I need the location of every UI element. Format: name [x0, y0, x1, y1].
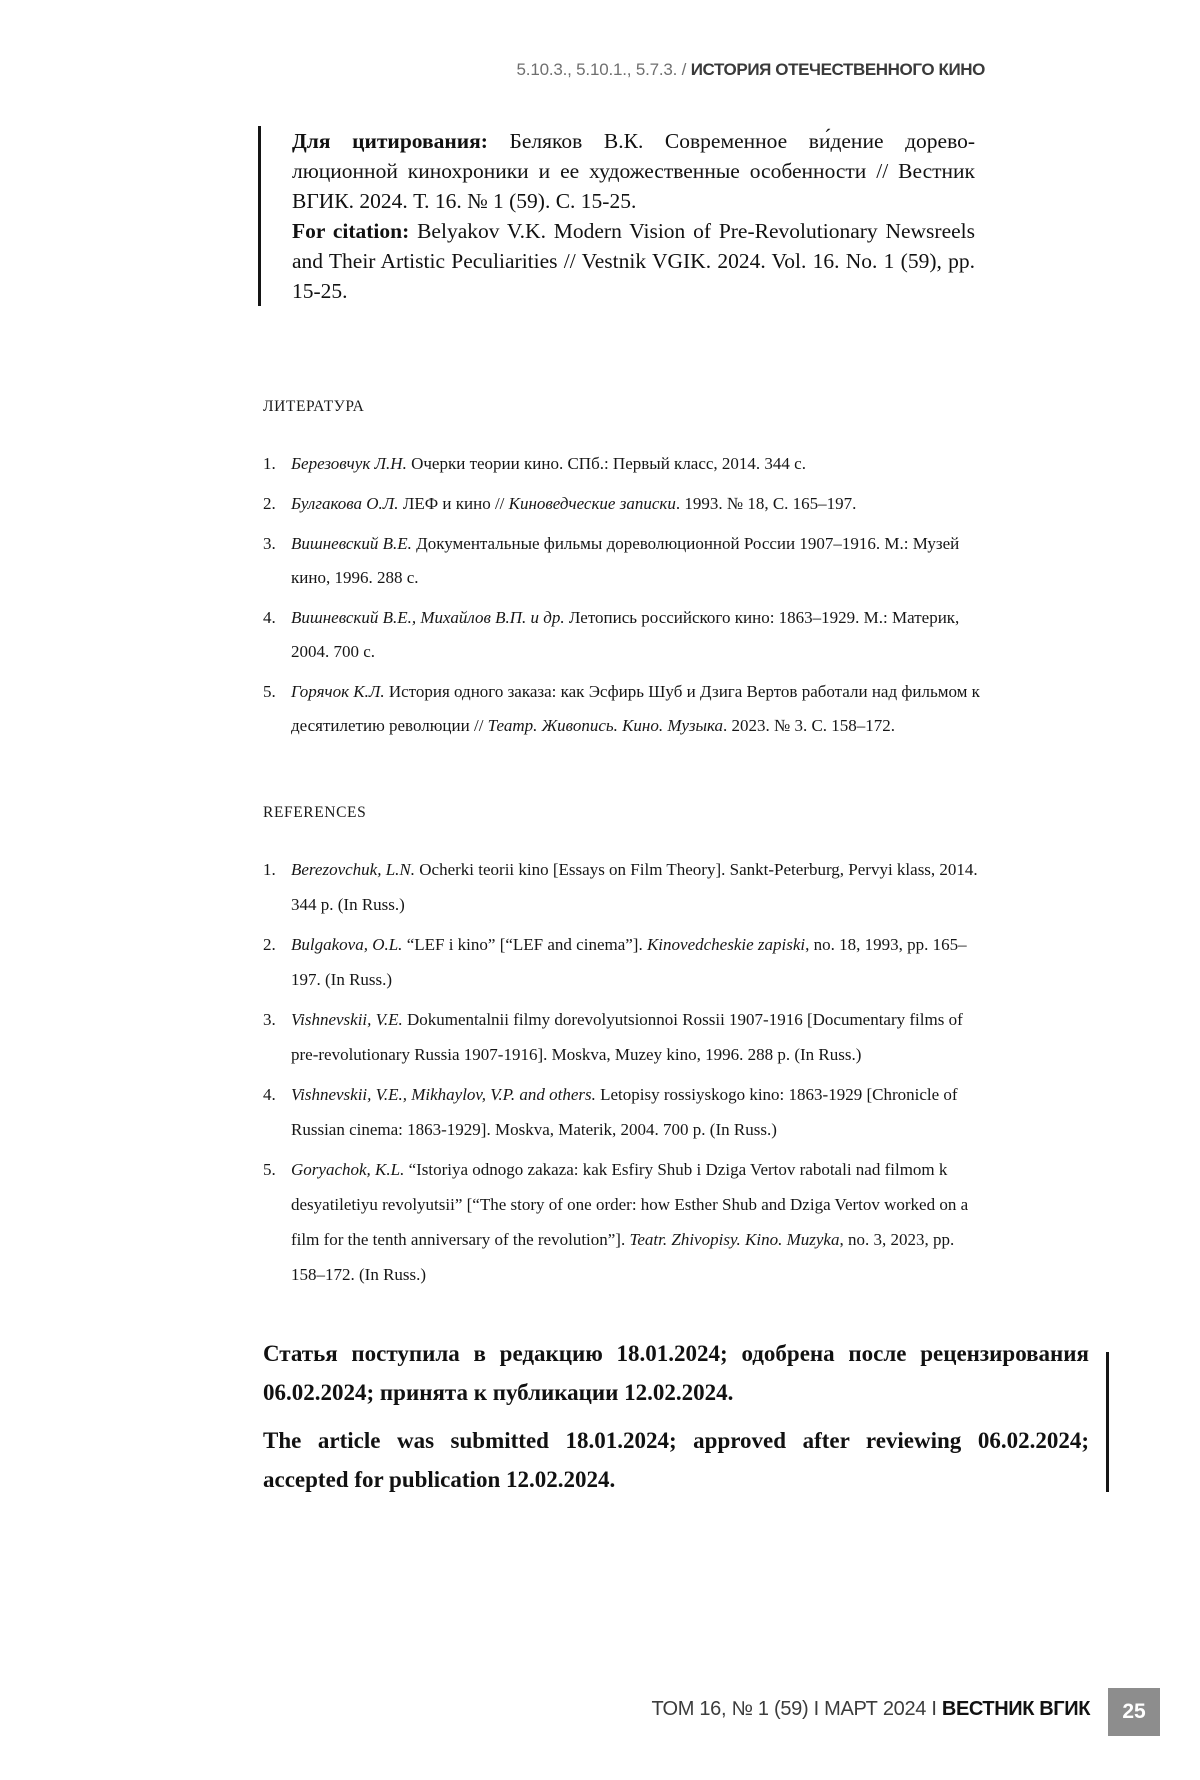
text-segment: Летопись российского кино: 1863–1929. М.: Материк, 2004. 700 с.: [291, 608, 960, 661]
section-title: ИСТОРИЯ ОТЕЧЕСТВЕННОГО КИНО: [690, 60, 985, 79]
reference-item: [263, 487, 985, 521]
italic-segment: Горячок К.Л.: [291, 682, 385, 701]
item-number: 1.: [263, 860, 276, 879]
item-number: 5.: [263, 682, 276, 701]
italic-segment: Goryachok, K.L.: [291, 1160, 405, 1179]
item-text: [291, 935, 967, 989]
item-number: 2.: [263, 494, 276, 513]
text-segment: Ocherki teorii kino [Essays on Film Theory]. Sankt-Peterburg, Pervyi klass, 2014. 344 p. (In Russ.): [291, 860, 978, 914]
reference-item: [263, 447, 985, 481]
submission-dates-en: The article was submitted 18.01.2024; approved after reviewing 06.02.2024; accepted for publication 12.02.2024.: [263, 1428, 1089, 1492]
text-segment: Очерки теории кино. СПб.: Первый класс, 2014. 344 с.: [406, 454, 806, 473]
item-number: 3.: [263, 1010, 276, 1029]
text-segment: Документальные фильмы дореволюционной России 1907–1916. М.: Музей кино, 1996. 288 с.: [291, 534, 960, 587]
reference-item: [263, 1077, 985, 1147]
item-text: [291, 1160, 968, 1284]
reference-item: [263, 852, 985, 922]
reference-item: [263, 1002, 985, 1072]
running-head: [0, 60, 985, 80]
citation-ru: [292, 126, 975, 216]
bold-segment: Для цитирования:: [292, 129, 510, 153]
italic-segment: Teatr. Zhivopisy. Kino. Muzyka: [629, 1230, 840, 1249]
citation-en: [292, 216, 975, 306]
text-segment: , no. 3, 2023, pp. 158–172. (In Russ.): [291, 1230, 955, 1284]
italic-segment: Vishnevskii, V.E., Mikhaylov, V.P. and others.: [291, 1085, 596, 1104]
submission-dates-ru: Статья поступила в редакцию 18.01.2024; одобрена после рецензирования 06.02.2024; принята к публикации 12.02.2024.: [263, 1341, 1089, 1405]
item-number: 4.: [263, 608, 276, 627]
item-number: 2.: [263, 935, 276, 954]
text-segment: История одного заказа: как Эсфирь Шуб и Дзига Вертов работали над фильмом к десятилетию революции //: [291, 682, 980, 735]
literature-list: [263, 447, 985, 749]
italic-segment: Театр. Живопись. Кино. Музыка: [487, 716, 723, 735]
item-text: [291, 454, 806, 473]
citation-block: [258, 126, 975, 306]
text-segment: Belyakov V.K. Modern Vision of Pre-Revolutionary Newsreels and Their Artistic Peculiarities // Vestnik VGIK. 2024. Vol. 16. No. 1 (59), pp. 15-25.: [292, 219, 976, 303]
italic-segment: Киноведческие записки: [508, 494, 676, 513]
text-segment: , no. 18, 1993, pp. 165–197. (In Russ.): [291, 935, 967, 989]
item-text: [291, 1085, 958, 1139]
references-list: [263, 852, 985, 1297]
item-number: 1.: [263, 454, 276, 473]
item-text: [291, 608, 959, 661]
bold-segment: For citation:: [292, 219, 418, 243]
item-number: 4.: [263, 1085, 276, 1104]
italic-segment: Вишневский В.Е.: [291, 534, 412, 553]
footer-issue-info: ТОМ 16, № 1 (59) I МАРТ 2024 I: [651, 1698, 942, 1720]
item-number: 5.: [263, 1160, 276, 1179]
italic-segment: Kinovedcheskie zapiski: [646, 935, 806, 954]
text-segment: “Istoriya odnogo zakaza: kak Esfiry Shub i Dziga Vertov rabotali nad filmom k desyatiletiyu revolyutsii” [“The story of one order: how Esther Shub and Dziga Vertov worked on a film for the tenth anniversary of the revolution”].: [291, 1160, 969, 1249]
text-segment: Letopisy rossiyskogo kino: 1863-1929 [Chronicle of Russian cinema: 1863-1929]. Moskva, Materik, 2004. 700 p. (In Russ.): [291, 1085, 958, 1139]
item-text: [291, 534, 959, 587]
reference-item: [263, 601, 985, 669]
submission-dates-block: [263, 1334, 1089, 1499]
italic-segment: Vishnevskii, V.E.: [291, 1010, 403, 1029]
item-number: 3.: [263, 534, 276, 553]
italic-segment: Berezovchuk, L.N.: [291, 860, 416, 879]
item-text: [291, 860, 978, 914]
page-number-badge: 25: [1108, 1688, 1160, 1736]
text-segment: Беляков В.К. Современное ви́дение дореволюционной кинохроники и ее художественные особенности // Вестник ВГИК. 2024. Т. 16. № 1 (59). С. 15-25.: [292, 129, 976, 213]
specialty-codes: 5.10.3., 5.10.1., 5.7.3. /: [516, 60, 691, 79]
text-segment: . 2023. № 3. С. 158–172.: [723, 716, 896, 735]
text-segment: Dokumentalnii filmy dorevolyutsionnoi Rossii 1907-1916 [Documentary films of pre-revolutionary Russia 1907-1916]. Moskva, Muzey kino, 1996. 288 p. (In Russ.): [291, 1010, 963, 1064]
reference-item: [263, 527, 985, 595]
item-text: [291, 494, 856, 513]
italic-segment: Bulgakova, O.L.: [291, 935, 403, 954]
reference-item: [263, 927, 985, 997]
literature-heading: ЛИТЕРАТУРА: [263, 398, 365, 415]
footer-issue-line: [0, 1698, 1090, 1721]
text-segment: “LEF i kino” [“LEF and cinema”].: [402, 935, 647, 954]
submission-right-rule: [1106, 1352, 1109, 1492]
text-segment: . 1993. № 18, С. 165–197.: [675, 494, 857, 513]
italic-segment: Березовчук Л.Н.: [291, 454, 407, 473]
reference-item: [263, 675, 985, 743]
italic-segment: Вишневский В.Е., Михайлов В.П. и др.: [291, 608, 565, 627]
footer-journal-name: ВЕСТНИК ВГИК: [941, 1698, 1090, 1720]
item-text: [291, 1010, 963, 1064]
references-heading: REFERENCES: [263, 804, 367, 821]
text-segment: ЛЕФ и кино //: [398, 494, 509, 513]
italic-segment: Булгакова О.Л.: [291, 494, 399, 513]
reference-item: [263, 1152, 985, 1292]
item-text: [291, 682, 980, 735]
